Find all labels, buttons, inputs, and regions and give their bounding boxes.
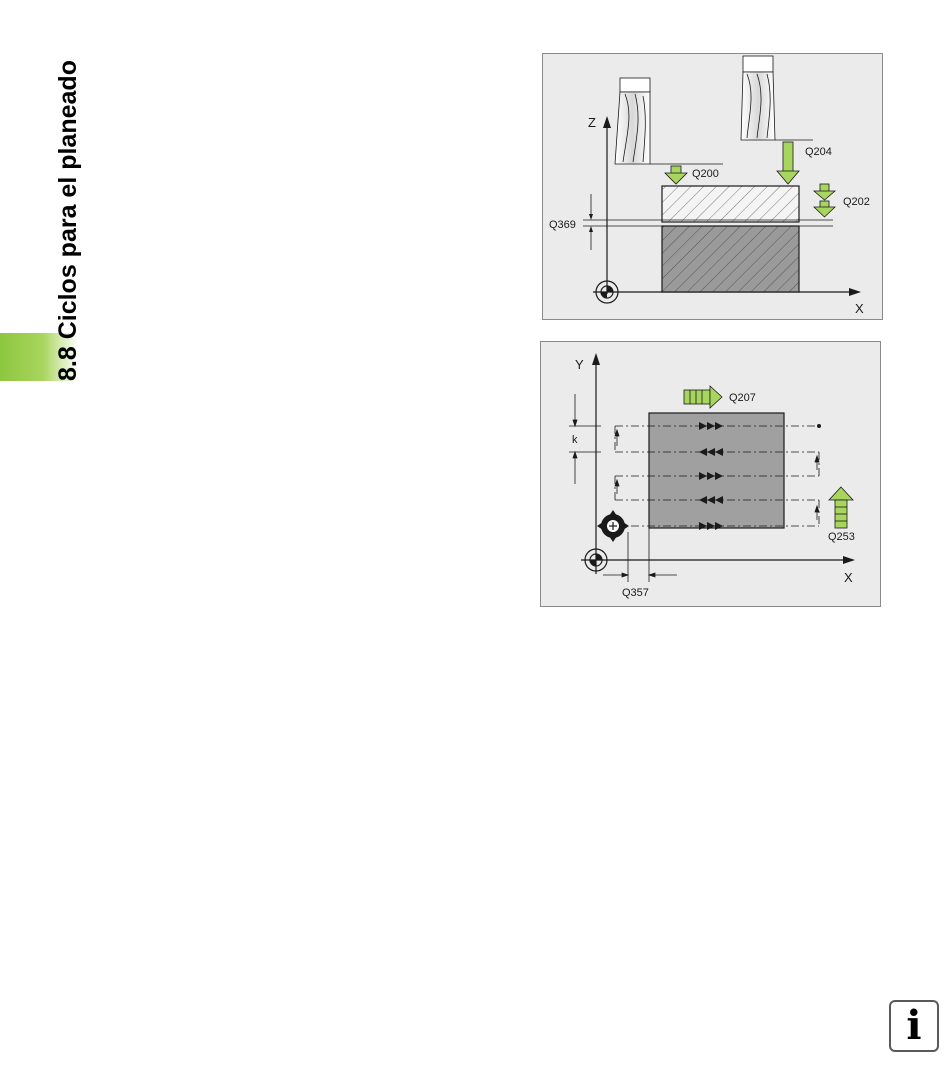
q357-label: Q357 xyxy=(622,587,649,599)
q200-arrow xyxy=(665,166,687,184)
milling-tool-left xyxy=(615,78,650,164)
figure-zx-section xyxy=(542,53,883,320)
y-axis-arrow xyxy=(592,353,600,365)
q253-feed-arrow xyxy=(829,487,853,528)
q202-arrow xyxy=(814,184,835,217)
q204-label: Q204 xyxy=(805,146,832,158)
figure-zx-drawing xyxy=(543,54,884,321)
section-title: 8.8 Ciclos para el planeado xyxy=(54,60,82,381)
q207-label: Q207 xyxy=(729,392,756,404)
q202-label: Q202 xyxy=(843,196,870,208)
section-heading xyxy=(0,0,80,380)
stock-workpiece xyxy=(662,226,799,292)
axis-z-label: Z xyxy=(588,115,596,130)
z-axis-arrow xyxy=(603,116,611,128)
x-axis-arrow xyxy=(849,288,861,296)
axis-y-label: Y xyxy=(575,357,584,372)
figure-xy-topview xyxy=(540,341,881,607)
milling-tool-right xyxy=(741,56,775,140)
figure-xy-drawing xyxy=(541,342,882,608)
axis-x-label: X xyxy=(844,570,853,585)
workpiece-face xyxy=(649,413,784,528)
x-axis-arrow xyxy=(843,556,855,564)
q204-arrow xyxy=(777,142,799,184)
q200-label: Q200 xyxy=(692,168,719,180)
info-icon xyxy=(889,1000,939,1052)
q207-feed-arrow xyxy=(684,386,722,408)
q253-label: Q253 xyxy=(828,531,855,543)
milling-cutter-icon xyxy=(597,510,629,542)
q369-label: Q369 xyxy=(549,219,576,231)
info-glyph: i xyxy=(906,1002,922,1049)
k-label: k xyxy=(572,434,578,446)
stock-top-layer xyxy=(662,186,799,222)
axis-x-label: X xyxy=(855,301,864,316)
